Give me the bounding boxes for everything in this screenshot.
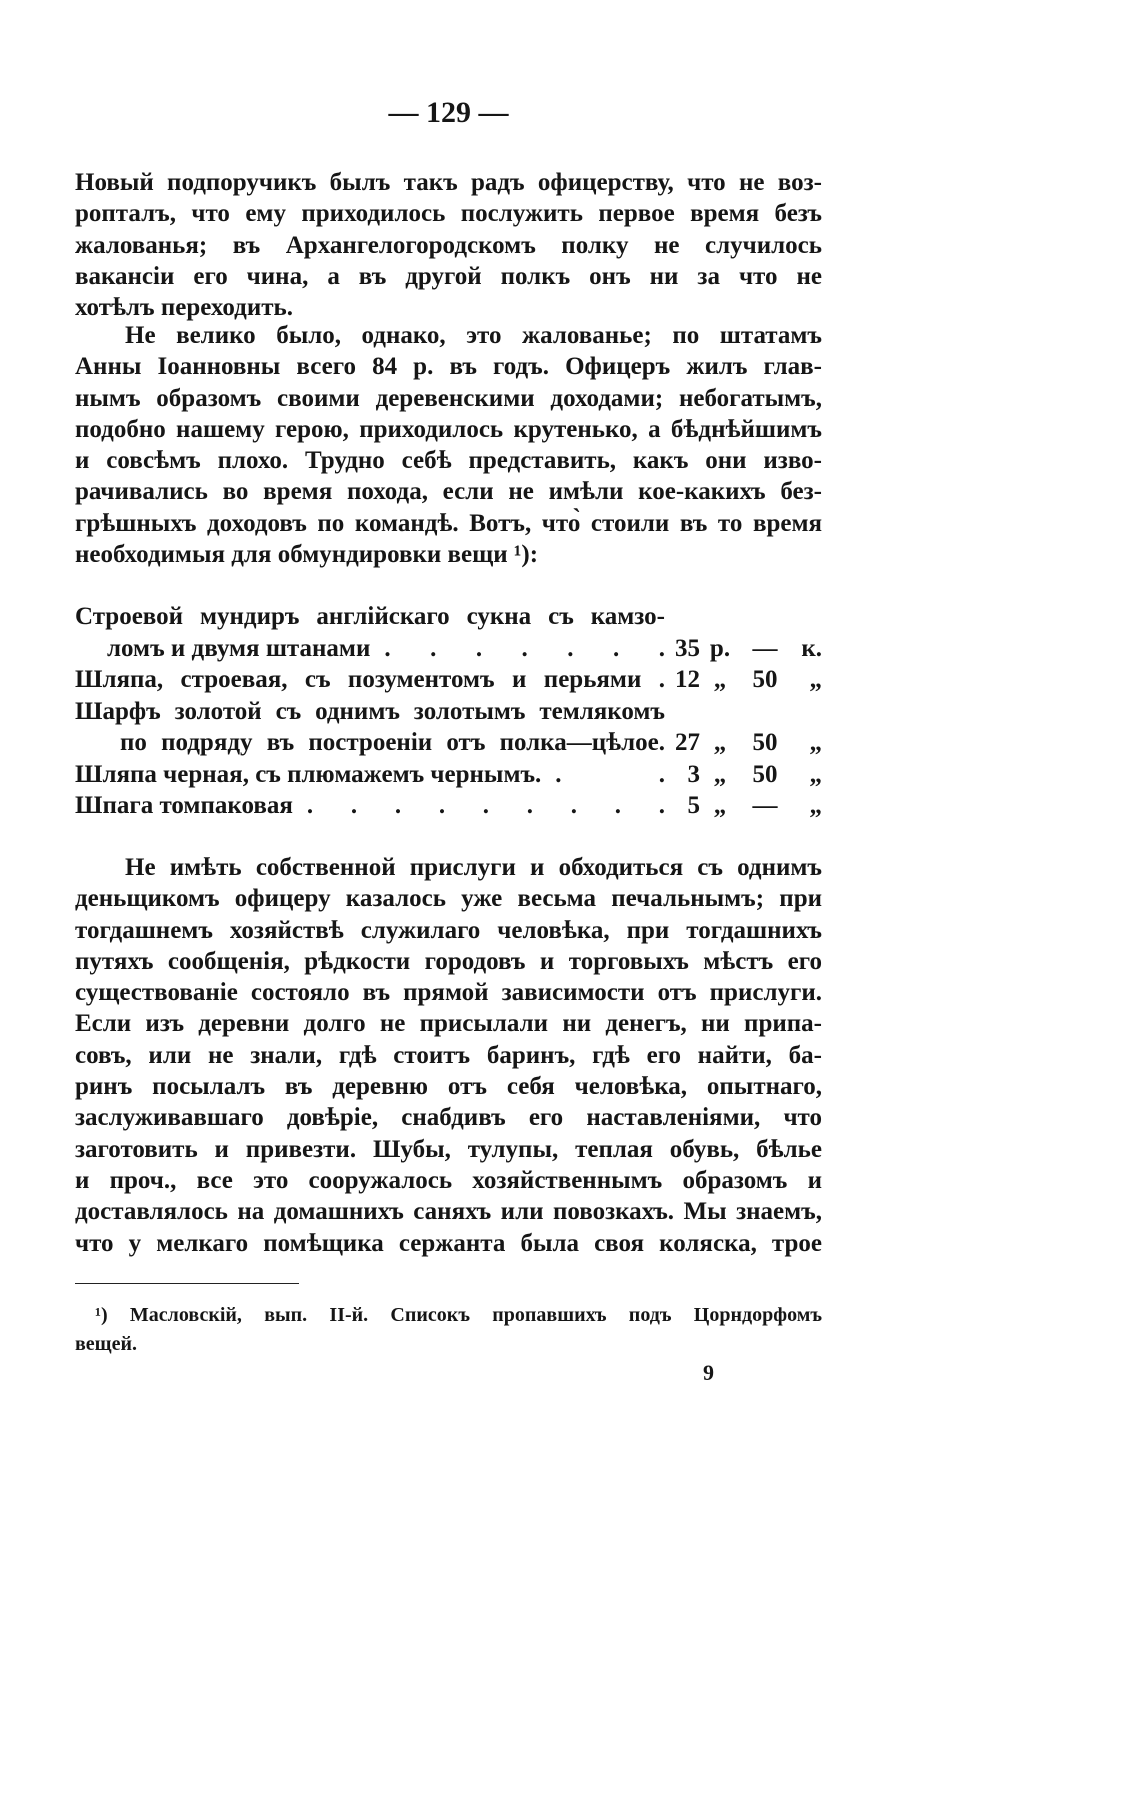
price-row: [75, 601, 822, 633]
dot-leaders: . . . . . . . . .: [306, 792, 665, 819]
paragraph-2: [75, 320, 822, 570]
item-description: [75, 759, 665, 791]
kopeks-value: 50: [752, 729, 778, 756]
item-description: [75, 727, 665, 759]
text-line: Новый подпоручикъ былъ такъ радъ офицерству, что не воз-: [75, 169, 822, 196]
rubles-unit: „: [713, 760, 727, 788]
text-line: и проч., все это сооружалось хозяйственнымъ образомъ и: [75, 1166, 822, 1194]
kopeks-value: —: [752, 634, 778, 662]
text-line: заготовить и привезти. Шубы, тулупы, теплая обувь, бѣлье: [75, 1135, 822, 1163]
item-description: [75, 601, 665, 633]
rubles-value: 5: [687, 792, 700, 819]
item-label: ломъ и двумя штанами: [107, 634, 371, 662]
text-line: совъ, или не знали, гдѣ стоитъ баринъ, гдѣ его найти, ба-: [75, 1041, 822, 1069]
text-line: Не имѣть собственной прислуги и обходиться съ однимъ: [125, 854, 822, 881]
text-line: доставлялось на домашнихъ саняхъ или повозкахъ. Мы знаемъ,: [75, 1198, 822, 1226]
price-row: [75, 696, 822, 728]
text-line: необходимыя для обмундировки вещи ¹):: [75, 541, 539, 569]
text-line: путяхъ сообщенія, рѣдкости городовъ и торговыхъ мѣстъ его: [75, 947, 822, 975]
text-line: тогдашнемъ хозяйствѣ служилаго человѣка, при тогдашнихъ: [75, 916, 822, 944]
item-label: Строевой мундиръ англійскаго сукна съ камзо-: [75, 603, 665, 630]
text-line: Анны Іоанновны всего 84 р. въ годъ. Офицеръ жилъ глав-: [75, 353, 822, 381]
dot-leaders: . .: [555, 760, 665, 788]
price-row: [75, 633, 822, 665]
rubles-value: 3: [687, 760, 700, 788]
kopeks-value: —: [752, 792, 778, 819]
text-line: деньщикомъ офицеру казалось уже весьма печальнымъ; при: [75, 885, 822, 913]
item-label: Шпага томпаковая: [75, 792, 293, 819]
rubles-unit: „: [713, 666, 727, 693]
text-line: вакансіи его чина, а въ другой полкъ онъ ни за что не: [75, 262, 822, 290]
paragraph-3: [75, 852, 822, 1259]
text-line: Если изъ деревни долго не присылали ни денегъ, ни припа-: [75, 1010, 822, 1038]
rubles-value: 35: [675, 634, 700, 662]
text-line: что у мелкаго помѣщика сержанта была своя коляска, трое: [75, 1229, 822, 1257]
rubles-unit: „: [713, 729, 727, 756]
kopeks-value: 50: [752, 760, 778, 788]
text-line: заслуживавшаго довѣріе, снабдивъ его наставленіями, что: [75, 1104, 822, 1132]
rubles-unit: р.: [709, 634, 731, 662]
text-line: подобно нашему герою, приходилось крутенько, а бѣднѣйшимъ: [75, 415, 822, 443]
rubles-unit: „: [713, 792, 727, 819]
footnote-line: ¹) Масловскій, вып. II-й. Списокъ пропавшихъ подъ Цорндорфомъ: [95, 1304, 822, 1326]
signature-mark: 9: [703, 1360, 714, 1385]
item-description: [75, 696, 665, 728]
price-row: [75, 790, 822, 822]
rubles-value: 27: [675, 729, 700, 756]
kopeks-unit: к.: [801, 634, 822, 662]
kopeks-unit: „: [809, 792, 822, 819]
item-description: [75, 664, 665, 696]
kopeks-value: 50: [752, 666, 778, 693]
page-number: — 129 —: [388, 96, 509, 129]
item-label: Шарфъ золотой съ однимъ золотымъ темлякомъ: [75, 697, 665, 725]
item-label: Шляпа черная, съ плюмажемъ чернымъ.: [75, 760, 542, 788]
dot-leaders: . . . . . . .: [384, 634, 665, 662]
footnote-line: вещей.: [75, 1333, 137, 1355]
price-row: [75, 664, 822, 696]
text-line: и совсѣмъ плохо. Трудно себѣ представить, какъ они изво-: [75, 447, 822, 475]
kopeks-unit: „: [809, 729, 822, 756]
item-description: [75, 633, 665, 665]
text-line: хотѣлъ переходить.: [75, 294, 293, 322]
kopeks-unit: „: [809, 760, 822, 788]
price-row: [75, 727, 822, 759]
kopeks-unit: „: [809, 666, 822, 693]
item-label: Шляпа, строевая, съ позументомъ и перьями .: [75, 666, 665, 693]
footnote: [75, 1301, 822, 1359]
text-line: жалованья; въ Архангелогородскомъ полку не случилось: [75, 231, 822, 259]
text-line: грѣшныхъ доходовъ по командѣ. Вотъ, что̀ стоили въ то время: [75, 509, 822, 537]
text-line: ропталъ, что ему приходилось послужить первое время безъ: [75, 200, 822, 228]
footnote-rule: [75, 1283, 299, 1284]
item-label: по подряду въ построеніи отъ полка—цѣлое.: [120, 729, 665, 756]
price-row: [75, 759, 822, 791]
rubles-value: 12: [675, 666, 700, 693]
text-line: существованіе состояло въ прямой зависимости отъ прислуги.: [75, 979, 822, 1007]
text-line: нымъ образомъ своими деревенскими доходами; небогатымъ,: [75, 384, 822, 412]
paragraph-1: [75, 167, 822, 323]
text-line: ринъ посылалъ въ деревню отъ себя человѣка, опытнаго,: [75, 1073, 822, 1101]
item-description: [75, 790, 665, 822]
text-line: рачивались во время похода, если не имѣли кое-какихъ без-: [75, 478, 822, 506]
text-line: Не велико было, однако, это жалованье; по штатамъ: [125, 322, 822, 349]
price-list: [75, 601, 822, 822]
